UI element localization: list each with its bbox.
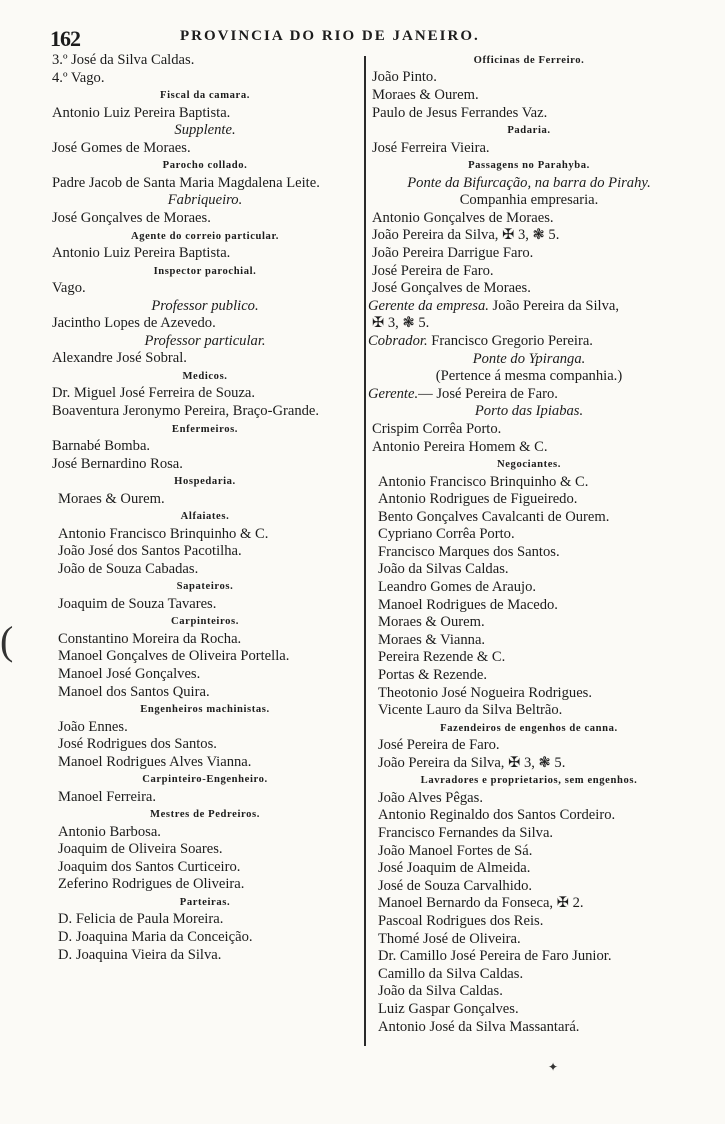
name-entry: João Pereira da Silva, ✠ 3, ❃ 5. [372,227,560,244]
name-entry: Paulo de Jesus Ferrandes Vaz. [372,104,548,121]
italic-subheading: Ponte da Bifurcação, na barra do Pirahy. [407,174,651,191]
name-entry: Antonio José da Silva Massantará. [378,1018,580,1035]
name-entry: Alexandre José Sobral. [52,350,187,367]
name-entry: José Pereira de Faro. [372,262,494,279]
name-entry: Crispim Corrêa Porto. [372,420,502,437]
name-entry: 4.º Vago. [52,69,105,86]
role-name: — José Pereira de Faro. [418,385,558,402]
name-entry: Moraes & Ourem. [58,490,165,507]
name-entry: Antonio Rodrigues de Figueiredo. [378,491,578,508]
section-heading: Officinas de Ferreiro. [473,55,585,66]
name-entry: Theotonio José Nogueira Rodrigues. [378,684,593,701]
name-entry: José Gonçalves de Moraes. [372,280,531,297]
name-entry: João Manoel Fortes de Sá. [378,842,533,859]
name-entry: Moraes & Vianna. [378,631,486,648]
name-entry: Jacintho Lopes de Azevedo. [52,315,216,332]
section-heading: Negociantes. [497,459,561,471]
name-entry: Manoel Ferreira. [58,788,157,805]
name-entry: João Pereira da Silva, ✠ 3, ❃ 5. [378,754,566,771]
name-entry: Manoel Bernardo da Fonseca, ✠ 2. [378,895,584,912]
name-entry: João da Silva Caldas. [378,983,503,1000]
section-heading: Padaria. [507,125,551,137]
name-entry: João Ennes. [58,718,128,735]
name-entry: D. Felicia de Paula Moreira. [58,911,224,928]
name-entry: D. Joaquina Vieira da Silva. [58,946,222,963]
name-entry: José Ferreira Vieira. [372,139,490,156]
section-heading: Enfermeiros. [171,423,239,435]
name-entry: Antonio Francisco Brinquinho & C. [58,525,269,542]
name-entry: Padre Jacob de Santa Maria Magdalena Leite. [52,174,320,191]
name-entry: Antonio Pereira Homem & C. [372,438,548,455]
name-entry: José Joaquim de Almeida. [378,860,531,877]
role-label: Cobrador. [368,332,428,349]
section-heading: Passagens no Parahyba. [468,160,590,172]
name-entry: Camillo da Silva Caldas. [378,965,524,982]
section-heading: Parteiras. [179,897,231,909]
name-entry: D. Joaquina Maria da Conceição. [58,929,253,946]
section-heading: Sapateiros. [176,581,234,593]
italic-subheading: Professor particular. [144,332,266,349]
name-entry: Vicente Lauro da Silva Beltrão. [378,702,563,719]
name-entry: Boaventura Jeronymo Pereira, Braço-Grande. [52,402,320,419]
role-entry [368,298,690,316]
section-heading: Carpinteiro-Engenheiro. [142,774,268,786]
name-entry: Dr. Miguel José Ferreira de Souza. [52,385,256,402]
name-entry: Vago. [52,279,86,296]
name-entry: Manoel Gonçalves de Oliveira Portella. [58,648,290,665]
name-entry: Thomé José de Oliveira. [378,930,521,947]
name-entry: ✠ 3, ❃ 5. [372,315,430,332]
name-entry: João Pinto. [372,69,437,86]
section-heading: Engenheiros machinistas. [140,704,270,716]
name-entry: Manoel Rodrigues de Macedo. [378,596,558,613]
name-entry: João Pereira Darrigue Faro. [372,244,534,261]
name-entry: Leandro Gomes de Araujo. [378,579,537,596]
name-entry: Zeferino Rodrigues de Oliveira. [58,876,245,893]
running-title: PROVINCIA DO RIO DE JANEIRO. [180,28,480,44]
role-name: Francisco Gregorio Pereira. [427,332,593,349]
role-entry [368,333,690,351]
name-entry: Manoel dos Santos Quira. [58,683,210,700]
name-entry: Antonio Francisco Brinquinho & C. [378,473,589,490]
page-number: 162 [50,26,80,51]
name-entry: Antonio Barbosa. [58,823,161,840]
name-entry: José Gonçalves de Moraes. [52,209,211,226]
section-heading: Lavradores e proprietarios, sem engenhos. [420,775,638,787]
name-entry: Bento Gonçalves Cavalcanti de Ourem. [378,508,610,525]
margin-bracket-mark: ( [0,618,14,663]
section-heading: Medicos. [182,370,228,382]
name-entry: Joaquim de Souza Tavares. [58,595,217,612]
name-entry: Antonio Reginaldo dos Santos Cordeiro. [378,807,616,824]
name-entry: Cypriano Corrêa Porto. [378,526,515,543]
name-entry: Antonio Gonçalves de Moraes. [372,209,554,226]
page-header [0,22,725,52]
name-entry: João José dos Santos Pacotilha. [58,543,242,560]
name-entry: Antonio Luiz Pereira Baptista. [52,104,231,121]
name-entry: João Alves Pêgas. [378,789,483,806]
role-name: João Pereira da Silva, [488,297,619,314]
italic-subheading: Ponte do Ypiranga. [472,350,586,367]
name-entry: Portas & Rezende. [378,667,488,684]
right-column [368,52,690,1036]
role-entry [368,386,690,404]
italic-subheading: Professor publico. [151,297,259,314]
left-column [48,52,362,964]
name-entry: João da Silvas Caldas. [378,561,509,578]
name-entry: João de Souza Cabadas. [58,560,199,577]
name-entry: Manoel José Gonçalves. [58,665,201,682]
name-entry: Joaquim dos Santos Curticeiro. [58,858,241,875]
name-entry: José Rodrigues dos Santos. [58,736,217,753]
name-entry: Dr. Camillo José Pereira de Faro Junior. [378,948,612,965]
italic-subheading: Fabriqueiro. [167,192,243,209]
centered-note: (Pertence á mesma companhia.) [435,368,623,385]
section-heading: Inspector parochial. [153,265,257,277]
name-entry: Constantino Moreira da Rocha. [58,630,242,647]
name-entry: Manoel Rodrigues Alves Vianna. [58,753,252,770]
name-entry: Joaquim de Oliveira Soares. [58,841,223,858]
name-entry: José Gomes de Moraes. [52,139,191,156]
section-heading: Parocho collado. [162,160,248,172]
name-entry: José Pereira de Faro. [378,737,500,754]
name-entry: Moraes & Ourem. [372,87,479,103]
name-entry: Pascoal Rodrigues dos Reis. [378,912,544,929]
role-label: Gerente da empresa. [368,297,489,314]
role-label: Gerente. [368,385,419,402]
name-entry: José Bernardino Rosa. [52,455,183,472]
section-heading: Hospedaria. [174,476,236,488]
centered-note: Companhia empresaria. [459,192,599,209]
name-entry: Barnabé Bomba. [52,437,151,454]
italic-subheading: Supplente. [174,122,236,139]
name-entry: Francisco Marques dos Santos. [378,543,560,560]
name-entry: José de Souza Carvalhido. [378,877,533,894]
name-entry: Moraes & Ourem. [378,614,485,631]
section-heading: Agente do correio particular. [130,230,280,242]
section-heading: Alfaiates. [180,511,230,523]
column-divider [364,56,366,1046]
section-heading: Fiscal da camara. [160,90,250,102]
name-entry: Francisco Fernandes da Silva. [378,825,554,841]
footer-mark: ✦ [548,1060,559,1074]
section-heading: Carpinteiros. [171,616,239,628]
italic-subheading: Porto das Ipiabas. [474,403,584,420]
section-heading: Fazendeiros de engenhos de canna. [440,722,618,734]
name-entry: 3.º José da Silva Caldas. [52,52,195,68]
name-entry: Luiz Gaspar Gonçalves. [378,1000,519,1017]
name-entry: Pereira Rezende & C. [378,649,506,666]
section-heading: Mestres de Pedreiros. [150,809,260,821]
name-entry: Antonio Luiz Pereira Baptista. [52,244,231,261]
